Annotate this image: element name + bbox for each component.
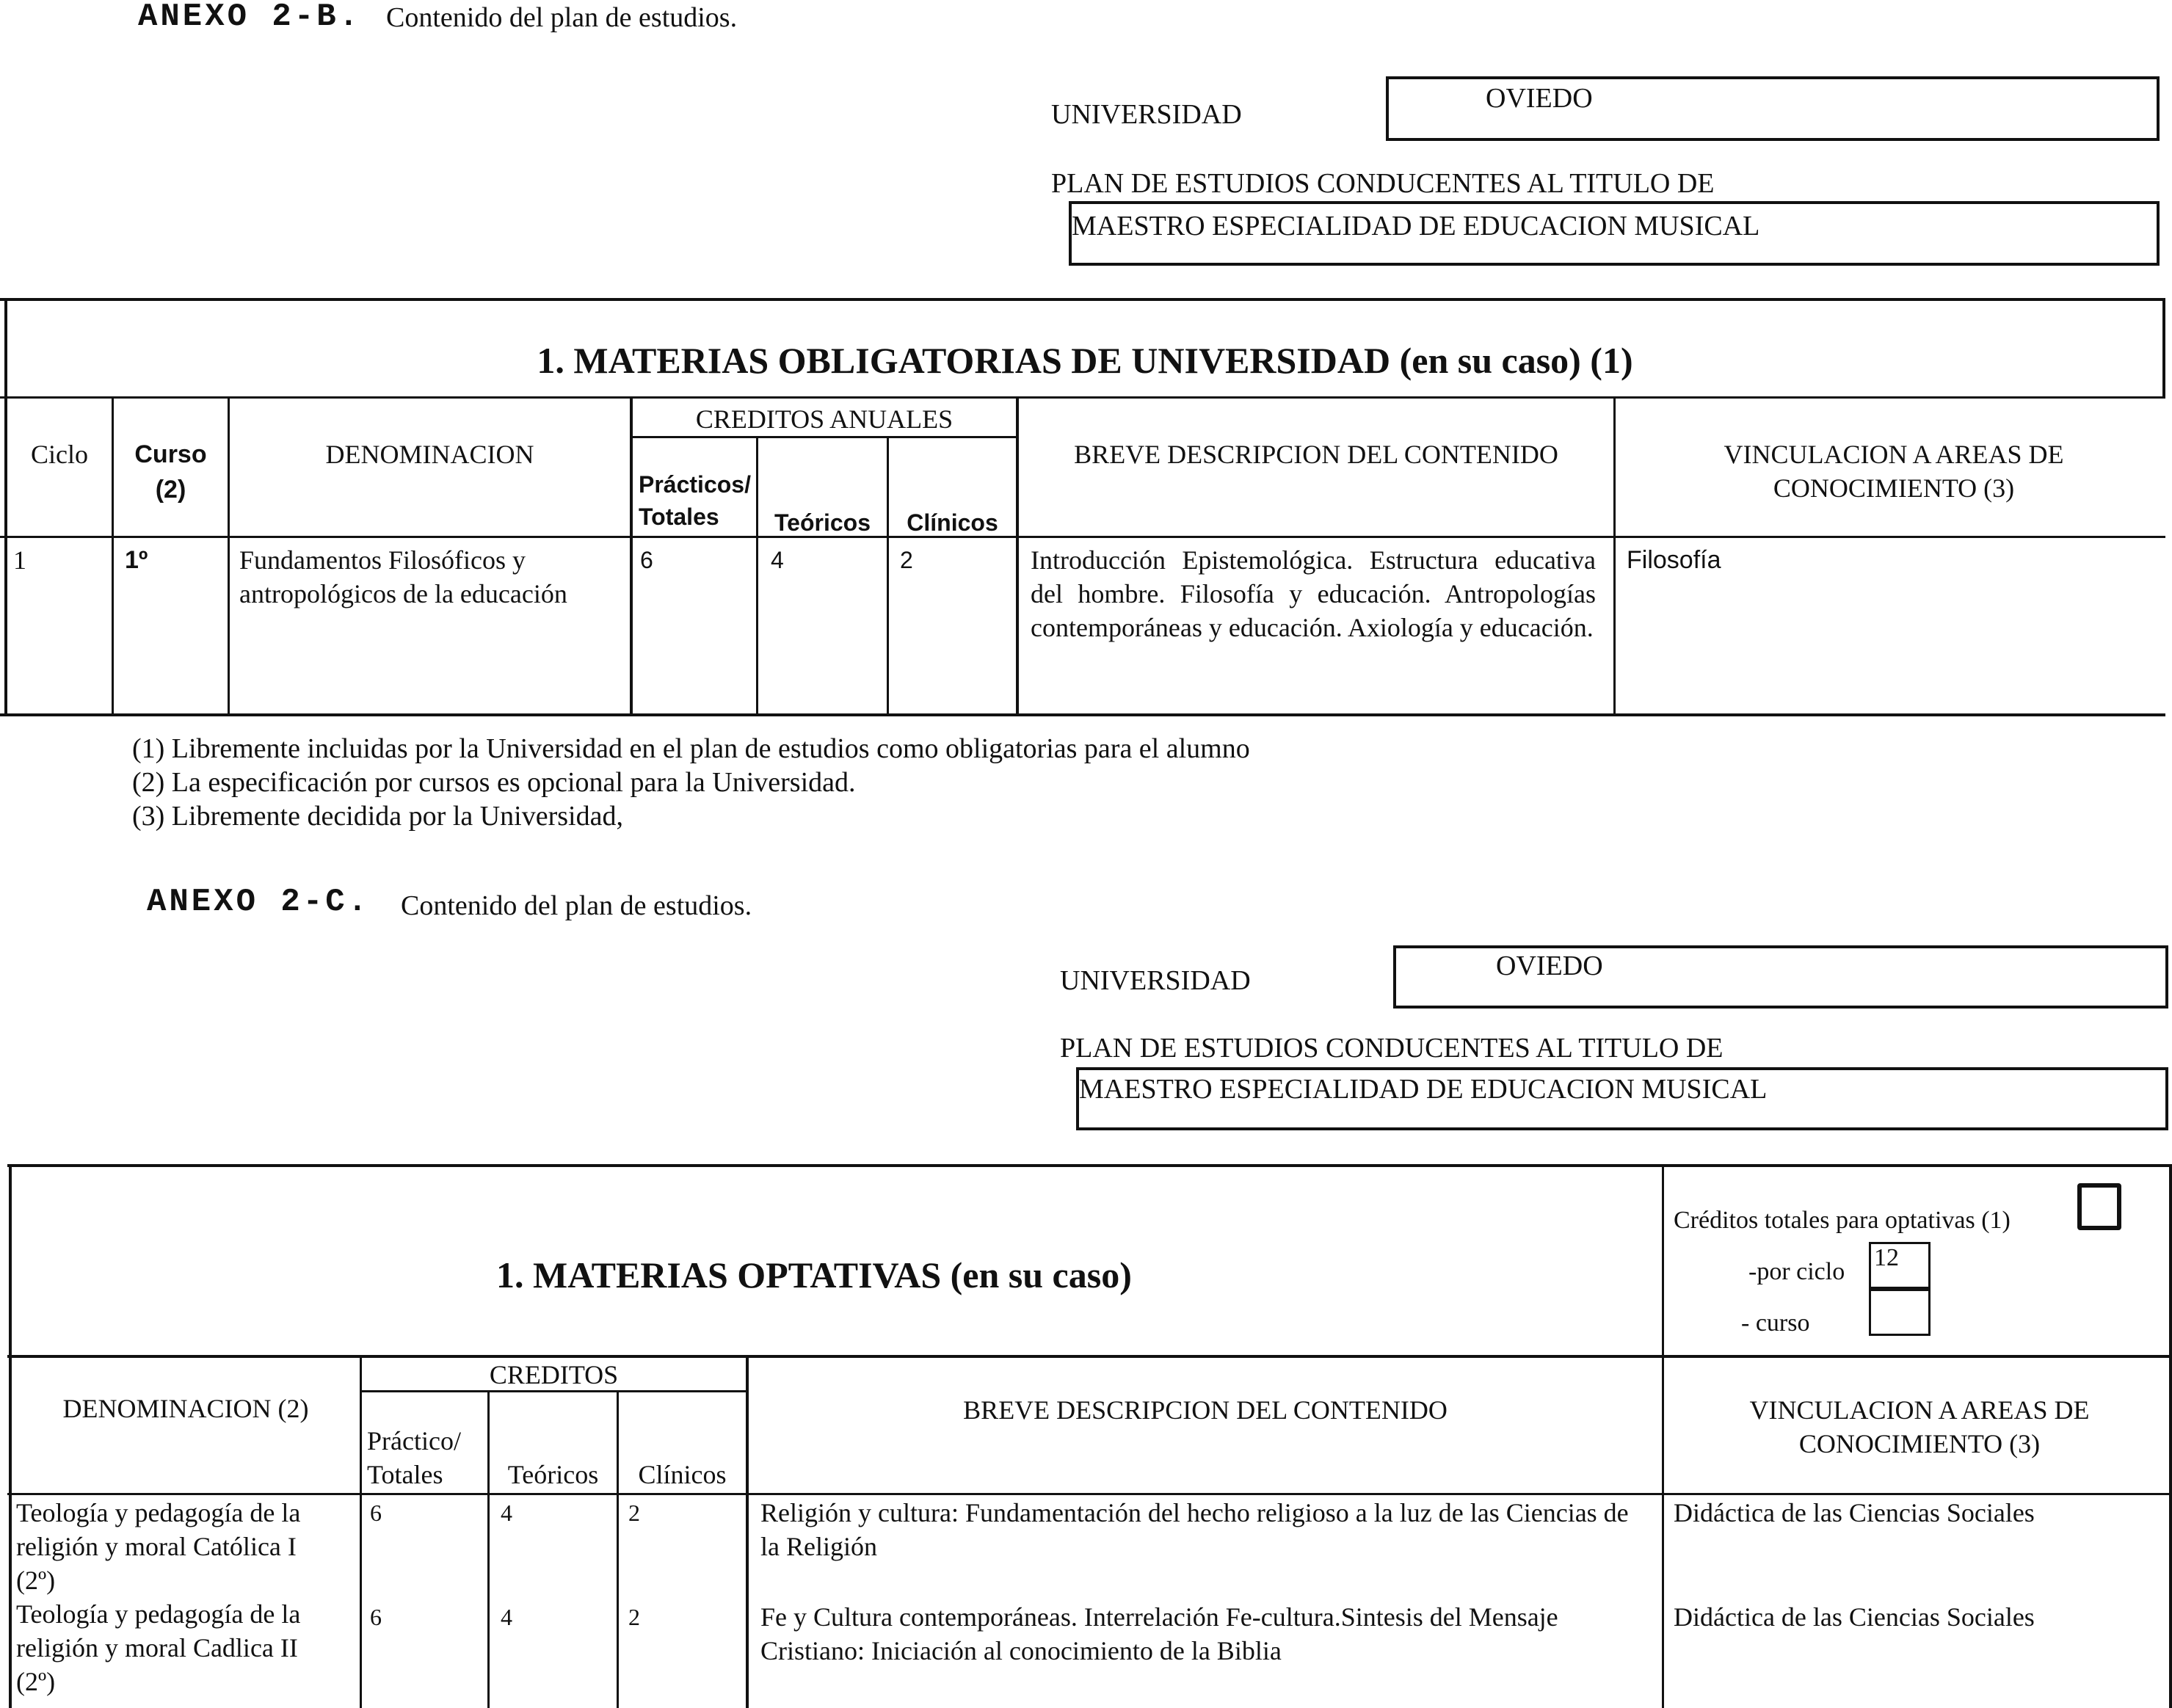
- header-vinculacion-c: VINCULACION A AREAS DE CONOCIMIENTO (3): [1749, 1395, 2090, 1458]
- annex-b-subtitle: Contenido del plan de estudios.: [386, 2, 738, 33]
- row-denominacion-c: Teología y pedagogía de la religión y moral Católica I (2º): [16, 1498, 301, 1595]
- por-ciclo-value: 12: [1874, 1244, 1899, 1271]
- curso-field[interactable]: [1869, 1289, 1931, 1336]
- row-vinculacion-c: Didáctica de las Ciencias Sociales: [1674, 1498, 2035, 1527]
- creditos-totales-label: Créditos totales para optativas (1): [1674, 1207, 2011, 1234]
- row-teoricos-c: 4: [501, 1500, 512, 1526]
- header-creditos-c: CREDITOS: [489, 1360, 619, 1389]
- titulo-box-c: [1076, 1067, 2168, 1130]
- row-clinicos: 2: [900, 547, 913, 573]
- header-descripcion: BREVE DESCRIPCION DEL CONTENIDO: [1074, 440, 1558, 469]
- header-practicos-totales: Prácticos/ Totales: [639, 471, 751, 530]
- row-totales: 6: [640, 547, 653, 573]
- row-vinculacion-c: Didáctica de las Ciencias Sociales: [1674, 1602, 2035, 1632]
- row-descripcion-c: Religión y cultura: Fundamentación del hecho religioso a la luz de las Ciencias de la Religión: [760, 1498, 1629, 1561]
- row-ciclo: 1: [13, 545, 26, 575]
- header-clinicos: Clínicos: [907, 509, 998, 536]
- optativas-title: 1. MATERIAS OPTATIVAS (en su caso): [496, 1254, 1132, 1295]
- universidad-box-c: [1393, 945, 2168, 1009]
- titulo-value: MAESTRO ESPECIALIDAD DE EDUCACION MUSICAL: [1072, 211, 1760, 241]
- header-creditos: CREDITOS ANUALES: [695, 404, 954, 434]
- row-teoricos-c: 4: [501, 1604, 512, 1630]
- plan-label-c: PLAN DE ESTUDIOS CONDUCENTES AL TITULO DE: [1060, 1033, 1724, 1064]
- row-descripcion: Introducción Epistemológica. Estructura educativa del hombre. Filosofía y educación. Antropologías contemporáneas y educación. Axiología y educación.: [1031, 545, 1596, 642]
- row-vinculacion: Filosofía: [1627, 546, 1721, 574]
- curso-label: - curso: [1741, 1309, 1810, 1337]
- universidad-value-c: OVIEDO: [1496, 951, 1603, 981]
- annex-b-label: ANEXO 2-B.: [138, 0, 362, 35]
- header-denominacion: DENOMINACION: [325, 440, 534, 469]
- annex-c-label: ANEXO 2-C.: [147, 884, 371, 920]
- header-curso: Curso: [134, 440, 207, 468]
- row-totales-c: 6: [370, 1500, 382, 1526]
- footnote-2: (2) La especificación por cursos es opcional para la Universidad.: [132, 767, 856, 798]
- header-descripcion-c: BREVE DESCRIPCION DEL CONTENIDO: [963, 1395, 1448, 1425]
- titulo-box: [1069, 201, 2160, 266]
- por-ciclo-label: -por ciclo: [1748, 1258, 1845, 1285]
- row-clinicos-c: 2: [628, 1604, 640, 1630]
- universidad-label-c: UNIVERSIDAD: [1060, 965, 1251, 996]
- header-vinculacion: VINCULACION A AREAS DE CONOCIMIENTO (3): [1724, 440, 2064, 503]
- header-teoricos-c: Teóricos: [507, 1460, 599, 1489]
- row-denominacion-c: Teología y pedagogía de la religión y moral Cadlica II (2º): [16, 1599, 301, 1696]
- header-denominacion-c: DENOMINACION (2): [62, 1394, 309, 1423]
- titulo-value-c: MAESTRO ESPECIALIDAD DE EDUCACION MUSICAL: [1079, 1074, 1768, 1105]
- footnote-3: (3) Libremente decidida por la Universidad,: [132, 801, 623, 832]
- universidad-value: OVIEDO: [1486, 83, 1593, 114]
- header-teoricos: Teóricos: [774, 509, 871, 536]
- header-curso-note: (2): [155, 476, 186, 504]
- row-descripcion-c: Fe y Cultura contemporáneas. Interrelación Fe-cultura.Sintesis del Mensaje Cristiano: Iniciación al conocimiento de la Biblia: [760, 1602, 1558, 1665]
- footnote-1: (1) Libremente incluidas por la Universidad en el plan de estudios como obligatorias para el alumno: [132, 733, 1250, 764]
- row-denominacion: Fundamentos Filosóficos y antropológicos de la educación: [239, 545, 567, 608]
- header-ciclo: Ciclo: [31, 440, 88, 469]
- header-practico-totales-c: Práctico/ Totales: [367, 1426, 461, 1489]
- header-clinicos-c: Clínicos: [638, 1460, 727, 1489]
- por-ciclo-field[interactable]: [1869, 1242, 1931, 1289]
- row-curso: 1º: [125, 546, 148, 574]
- universidad-box: [1386, 76, 2160, 141]
- checkbox-icon[interactable]: [2077, 1183, 2121, 1230]
- universidad-label: UNIVERSIDAD: [1051, 99, 1242, 130]
- row-totales-c: 6: [370, 1604, 382, 1630]
- obligatorias-title: 1. MATERIAS OBLIGATORIAS DE UNIVERSIDAD (en su caso) (1): [537, 340, 1633, 381]
- row-teoricos: 4: [771, 547, 784, 573]
- plan-label: PLAN DE ESTUDIOS CONDUCENTES AL TITULO DE: [1051, 168, 1715, 199]
- annex-c-subtitle: Contenido del plan de estudios.: [401, 890, 752, 921]
- row-clinicos-c: 2: [628, 1500, 640, 1526]
